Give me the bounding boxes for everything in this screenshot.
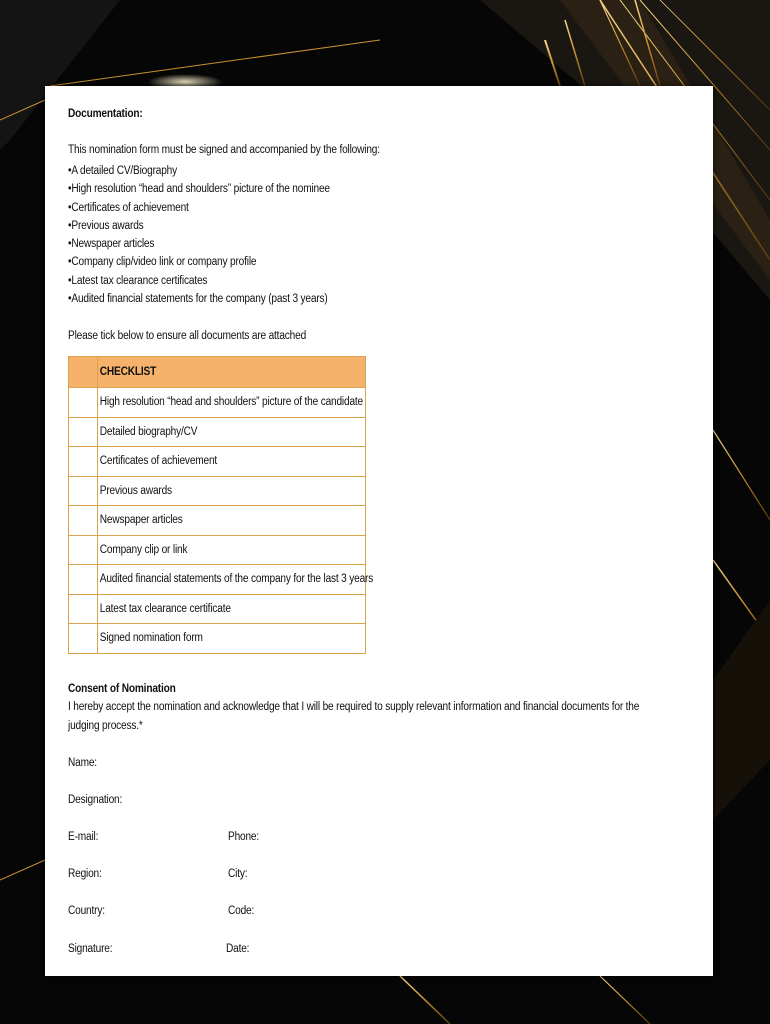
- signature-field-label: Signature:: [68, 943, 113, 955]
- checklist-item-cell: [98, 476, 366, 506]
- list-item: •Latest tax clearance certificates: [68, 274, 208, 287]
- country-field-label: Country:: [68, 905, 105, 917]
- checklist-checkbox[interactable]: [69, 624, 98, 654]
- table-row: [69, 594, 366, 624]
- checklist-checkbox[interactable]: [69, 447, 98, 477]
- checklist-item-cell: [98, 417, 366, 447]
- designation-field-label: Designation:: [68, 794, 123, 806]
- checklist-header-row: [69, 357, 366, 388]
- table-row: [69, 417, 366, 447]
- table-row: [69, 388, 366, 418]
- checklist-header-box: [69, 357, 98, 388]
- table-row: [69, 624, 366, 654]
- consent-text-line2: judging process.*: [68, 720, 143, 732]
- list-item: •High resolution “head and shoulders” picture of the nominee: [68, 183, 330, 196]
- checklist-item-cell: [98, 565, 374, 595]
- code-field-label: Code:: [228, 905, 255, 917]
- checklist-checkbox[interactable]: [69, 417, 98, 447]
- checklist-item-cell: [98, 506, 366, 536]
- documentation-heading: Documentation:: [68, 108, 143, 120]
- checklist-item-cell: [98, 388, 366, 418]
- city-field-label: City:: [228, 868, 248, 880]
- table-row: [69, 447, 366, 477]
- checklist-item-label: Signed nomination form: [99, 632, 203, 645]
- checklist-item-label: Certificates of achievement: [99, 455, 218, 468]
- checklist-checkbox[interactable]: [69, 388, 98, 418]
- list-item: •Certificates of achievement: [68, 201, 189, 214]
- table-row: [69, 565, 366, 595]
- checklist-checkbox[interactable]: [69, 594, 98, 624]
- checklist-item-label: Previous awards: [99, 484, 172, 497]
- phone-field-label: Phone:: [228, 831, 260, 843]
- table-row: [69, 476, 366, 506]
- checklist-item-cell: [98, 594, 366, 624]
- checklist-item-label: Audited financial statements of the company for the last 3 years: [99, 573, 374, 586]
- checklist-header-cell: [98, 357, 366, 388]
- checklist-item-label: Newspaper articles: [99, 514, 183, 527]
- form-page: [45, 86, 713, 976]
- checklist-item-label: Latest tax clearance certificate: [99, 602, 231, 615]
- region-field-label: Region:: [68, 868, 102, 880]
- tick-instruction: Please tick below to ensure all documents are attached: [68, 330, 307, 342]
- email-field-label: E-mail:: [68, 831, 99, 843]
- checklist-checkbox[interactable]: [69, 476, 98, 506]
- list-item: •Previous awards: [68, 219, 144, 232]
- date-field-label: Date:: [226, 943, 250, 955]
- checklist-checkbox[interactable]: [69, 565, 98, 595]
- checklist-item-label: High resolution “head and shoulders” picture of the candidate: [99, 396, 364, 409]
- checklist-item-cell: [98, 624, 366, 654]
- list-item: •A detailed CV/Biography: [68, 165, 178, 177]
- checklist-header: CHECKLIST: [99, 366, 157, 378]
- consent-text-line1: I hereby accept the nomination and acknowledge that I will be required to supply relevant information and financial documents for the: [68, 701, 640, 713]
- documentation-intro: This nomination form must be signed and accompanied by the following:: [68, 144, 380, 156]
- consent-heading: Consent of Nomination: [68, 683, 176, 695]
- checklist-item-label: Company clip or link: [99, 543, 188, 556]
- list-item: •Company clip/video link or company profile: [68, 256, 257, 269]
- checklist-table: [68, 356, 374, 654]
- checklist-checkbox[interactable]: [69, 506, 98, 536]
- checklist-item-cell: [98, 447, 366, 477]
- list-item: •Audited financial statements for the company (past 3 years): [68, 293, 328, 306]
- checklist-item-cell: [98, 535, 366, 565]
- table-row: [69, 535, 366, 565]
- table-row: [69, 506, 366, 536]
- list-item: •Newspaper articles: [68, 238, 155, 251]
- checklist-item-label: Detailed biography/CV: [99, 425, 198, 438]
- name-field-label: Name:: [68, 757, 97, 769]
- checklist-checkbox[interactable]: [69, 535, 98, 565]
- required-documents-list: [68, 162, 366, 308]
